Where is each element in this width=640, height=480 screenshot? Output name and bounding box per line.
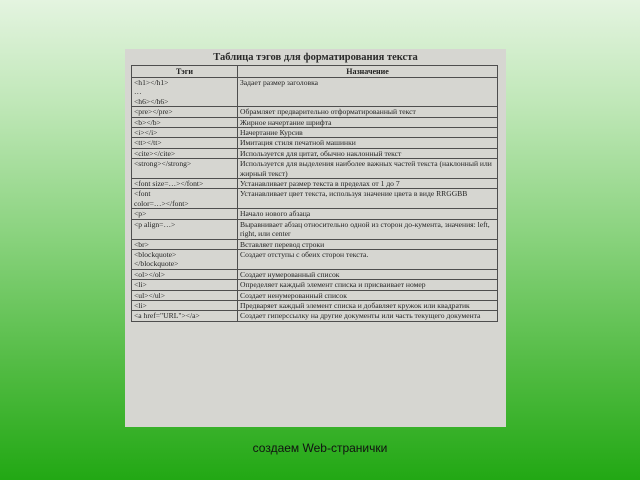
tag-cell	[132, 290, 238, 300]
tag-text: …	[134, 87, 142, 97]
description-cell: Выравнивает абзац относительно одной из сторон до-кумента, значения: left, right, или center	[238, 219, 498, 239]
description-cell: Начертание Курсив	[238, 128, 498, 138]
tag-text: <ol></ol>	[134, 269, 166, 279]
header-tags: Тэги	[132, 66, 238, 78]
tag-cell	[132, 269, 238, 279]
tag-text: <tt></tt>	[134, 138, 162, 148]
table-row	[132, 269, 498, 279]
tag-cell	[132, 189, 238, 209]
tag-text: <font size=…></font>	[134, 179, 204, 189]
tag-text: </blockquote>	[134, 259, 179, 269]
tag-cell	[132, 128, 238, 138]
description-cell: Предваряет каждый элемент списка и добавляет кружок или квадратик	[238, 300, 498, 310]
table-row	[132, 311, 498, 321]
tag-text: <li>	[134, 280, 147, 290]
description-cell: Вставляет перевод строки	[238, 239, 498, 249]
description-cell: Создает гиперссылку на другие документы или часть текущего документа	[238, 311, 498, 321]
tag-cell	[132, 280, 238, 290]
table-row	[132, 148, 498, 158]
description-cell: Определяет каждый элемент списка и присваивает номер	[238, 280, 498, 290]
description-cell: Задает размер заголовка	[238, 78, 498, 107]
table-row	[132, 239, 498, 249]
tag-text: <ul></ul>	[134, 290, 166, 300]
tag-cell	[132, 209, 238, 219]
tag-cell	[132, 219, 238, 239]
description-cell: Начало нового абзаца	[238, 209, 498, 219]
tag-text: <li>	[134, 300, 147, 310]
table-row	[132, 179, 498, 189]
table-row	[132, 209, 498, 219]
table-row	[132, 290, 498, 300]
description-cell: Создает отступы с обеих сторон текста.	[238, 249, 498, 269]
table-body	[132, 78, 498, 322]
tag-text: <font	[134, 189, 151, 199]
scanned-table-image	[125, 49, 506, 427]
description-cell: Устанавливает размер текста в пределах от 1 до 7	[238, 179, 498, 189]
tag-text: <p>	[134, 209, 147, 219]
table-title: Таблица тэгов для форматирования текста	[213, 52, 418, 63]
header-purpose: Назначение	[238, 66, 498, 78]
description-cell: Используется для выделения наиболее важных частей текста (наклонный или жирный текст)	[238, 159, 498, 179]
tag-cell	[132, 249, 238, 269]
tag-cell	[132, 78, 238, 107]
table-row	[132, 107, 498, 117]
description-cell: Обрамляет предварительно отформатированный текст	[238, 107, 498, 117]
table-row	[132, 280, 498, 290]
tag-text: <i></i>	[134, 128, 158, 138]
description-cell: Создает ненумерованный список	[238, 290, 498, 300]
table-header-row	[132, 66, 498, 78]
tag-text: <strong></strong>	[134, 159, 192, 169]
description-cell: Имитация стиля печатной машинки	[238, 138, 498, 148]
description-cell: Создает нумерованный список	[238, 269, 498, 279]
description-cell: Используется для цитат, обычно наклонный текст	[238, 148, 498, 158]
tag-cell	[132, 300, 238, 310]
tag-text: <p align=…>	[134, 219, 176, 229]
tag-cell	[132, 159, 238, 179]
tag-text: <h6></h6>	[134, 96, 169, 106]
table-row	[132, 300, 498, 310]
tag-table	[131, 65, 498, 322]
tag-text: <br>	[134, 239, 149, 249]
description-cell: Устанавливает цвет текста, используя значение цвета в виде RRGGBB	[238, 189, 498, 209]
tag-text: <pre></pre>	[134, 107, 173, 117]
tag-text: <h1></h1>	[134, 78, 169, 87]
tag-cell	[132, 107, 238, 117]
table-row	[132, 219, 498, 239]
tag-cell	[132, 138, 238, 148]
tag-cell	[132, 239, 238, 249]
tag-text: <blockquote>	[134, 249, 177, 259]
table-row	[132, 128, 498, 138]
table-row	[132, 159, 498, 179]
tag-text: <a href="URL"></a>	[134, 311, 200, 321]
tag-cell	[132, 311, 238, 321]
tag-cell	[132, 117, 238, 127]
tag-text: color=…></font>	[134, 198, 189, 208]
description-cell: Жирное начертание шрифта	[238, 117, 498, 127]
table-row	[132, 117, 498, 127]
slide-caption: создаем Web-странички	[252, 441, 388, 455]
tag-cell	[132, 148, 238, 158]
tag-cell	[132, 179, 238, 189]
table-row	[132, 189, 498, 209]
table-row	[132, 138, 498, 148]
table-row	[132, 78, 498, 107]
tag-text: <cite></cite>	[134, 148, 176, 158]
table-row	[132, 249, 498, 269]
tag-text: <b></b>	[134, 117, 161, 127]
